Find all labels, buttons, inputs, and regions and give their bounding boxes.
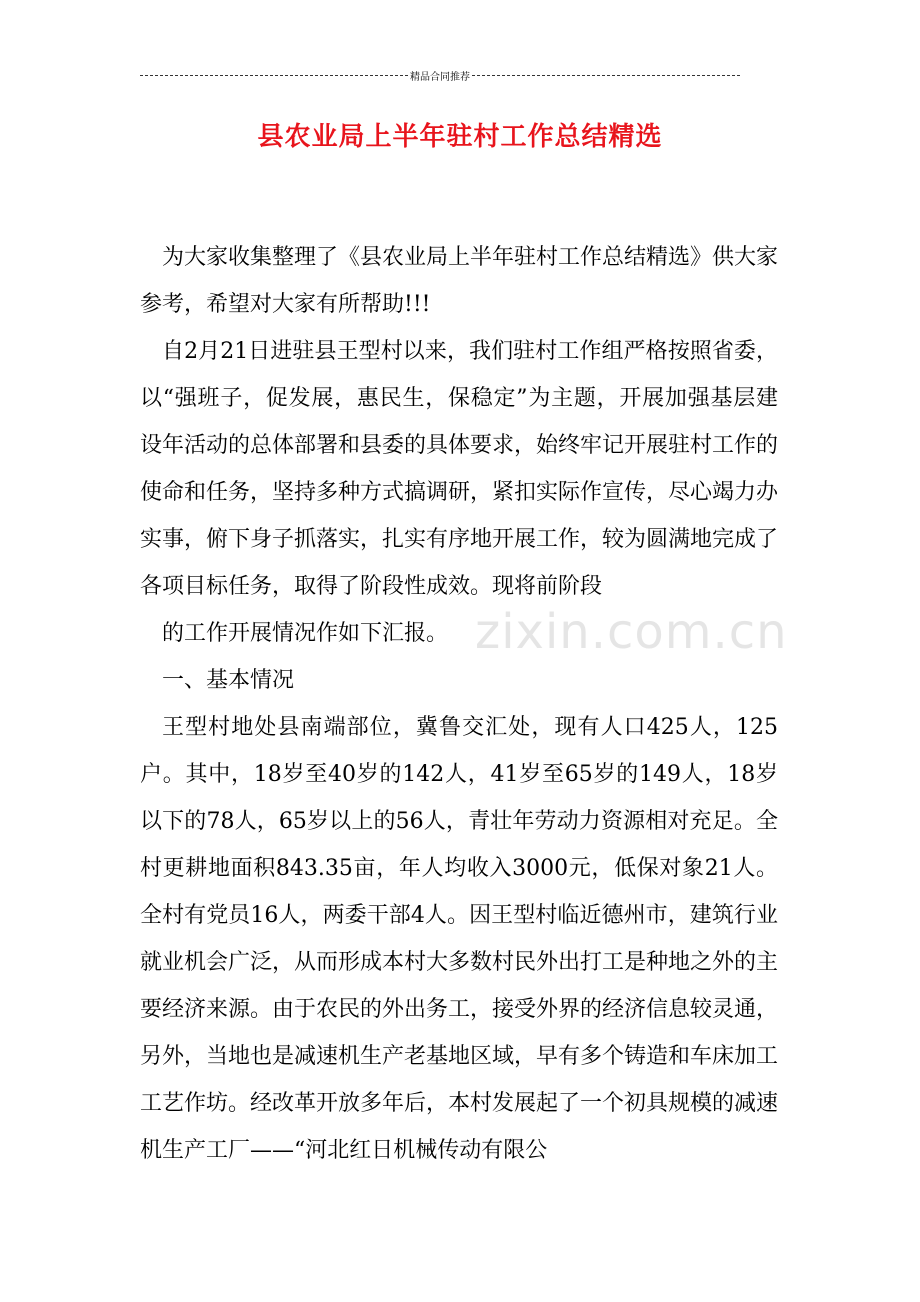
section-heading: 一、基本情况 [162, 668, 295, 693]
report-intro-paragraph: 的工作开展情况作如下汇报。 [162, 621, 449, 646]
watermark: zixin.com.cn [475, 604, 788, 660]
basic-info-paragraph: 王型村地处县南端部位，冀鲁交汇处，现有人口425人，125户。其中，18岁至40岁的142人，41岁至65岁的149人，18岁以下的78人，65岁以上的56人，青壮年劳动力资源相对充足。全村更耕地面积843.35亩，年人均收入3000元，低保对象21人。全村有党员16人，两委干部4人。因王型村临近德州市，建筑行业就业机会广泛，从而形成本村大多数村民外出打工是种地之外的主要经济来源。由于农民的外出务工，接受外界的经济信息较灵通，另外，当地也是减速机生产老基地区域，早有多个铸造和车床加工工艺作坊。经改革开放多年后，本村发展起了一个初具规模的减速机生产工厂——“河北红日机械传动有限公 [140, 715, 779, 1163]
header-dash-left [140, 75, 408, 76]
header-dash-right [472, 75, 740, 76]
intro-paragraph: 为大家收集整理了《县农业局上半年驻村工作总结精选》供大家参考，希望对大家有所帮助!!! [140, 245, 779, 317]
document-body [140, 234, 778, 1174]
document-title: 县农业局上半年驻村工作总结精选 [257, 122, 663, 152]
header-label: 精品合同推荐 [410, 71, 470, 83]
page-header [140, 66, 740, 84]
overview-paragraph: 自2月21日进驻县王型村以来，我们驻村工作组严格按照省委，以“强班子，促发展，惠民生，保稳定”为主题，开展加强基层建设年活动的总体部署和县委的具体要求，始终牢记开展驻村工作的使命和任务，坚持多种方式搞调研，紧扣实际作宣传，尽心竭力办实事，俯下身子抓落实，扎实有序地开展工作，较为圆满地完成了各项目标任务，取得了阶段性成效。现将前阶段 [140, 339, 779, 599]
